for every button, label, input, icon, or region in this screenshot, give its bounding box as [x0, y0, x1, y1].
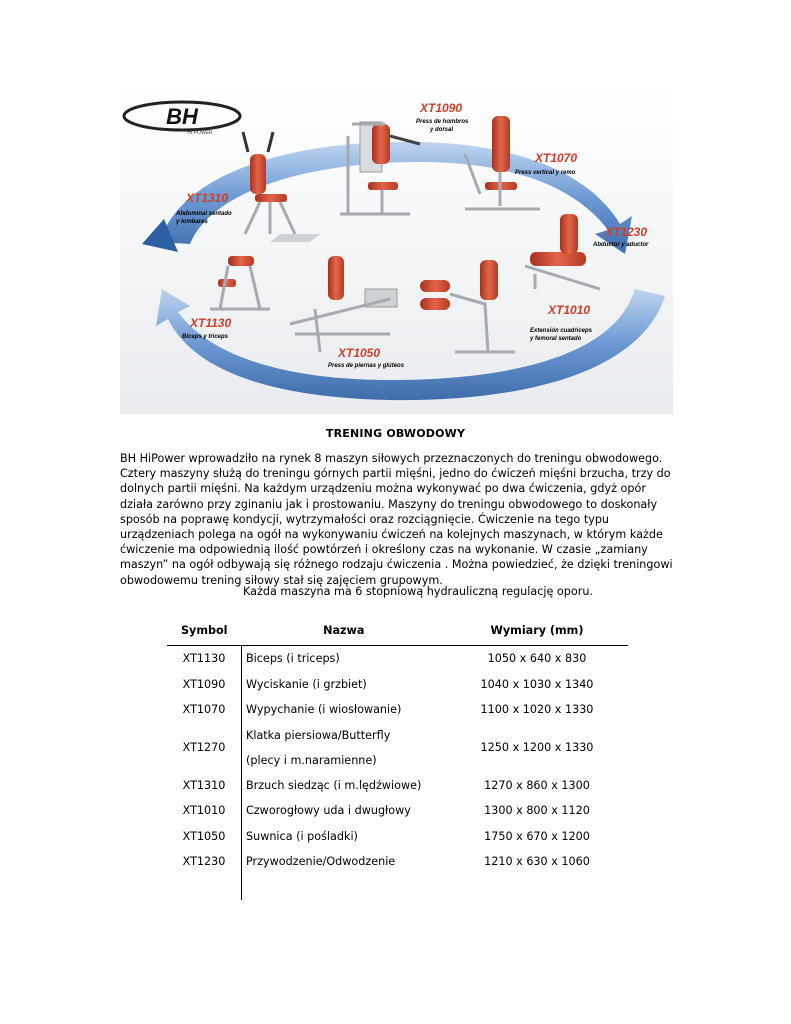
- cell-name: Czworogłowy uda i dwugłowy: [246, 804, 411, 818]
- table-row: [167, 824, 628, 850]
- cell-name: Suwnica (i pośladki): [246, 829, 358, 843]
- table-row: [167, 646, 628, 672]
- machines-table: [167, 615, 628, 900]
- cell-symbol: XT1230: [167, 849, 242, 875]
- svg-text:y dorsal: y dorsal: [430, 127, 454, 133]
- svg-text:y femoral sentado: y femoral sentado: [530, 336, 582, 342]
- cell-dims: 1250 x 1200 x 1330: [480, 741, 594, 754]
- table-row-empty: [167, 875, 628, 901]
- cell-name: Biceps (i triceps): [246, 652, 340, 666]
- cell-name: Przywodzenie/Odwodzenie: [246, 855, 396, 869]
- svg-text:y lombares: y lombares: [176, 219, 208, 225]
- cell-symbol: XT1010: [167, 798, 242, 824]
- svg-text:XT1130: XT1130: [190, 316, 232, 330]
- cell-symbol: XT1310: [167, 773, 242, 799]
- svg-text:Extensión cuadriceps: Extensión cuadriceps: [530, 328, 593, 334]
- table-row: [167, 723, 628, 773]
- header-name: Nazwa: [323, 623, 365, 637]
- resistance-note: Każda maszyna ma 6 stopniową hydrauliczną regulację oporu.: [243, 585, 593, 598]
- label-xt1130: [182, 316, 231, 340]
- svg-text:Press vertical y remo: Press vertical y remo: [515, 170, 576, 176]
- svg-text:BH: BH: [166, 104, 198, 129]
- svg-text:Press de piernas y glúteos: Press de piernas y glúteos: [328, 363, 405, 369]
- cell-dims: 1750 x 670 x 1200: [484, 829, 590, 843]
- cell-name: Wyciskanie (i grzbiet): [246, 677, 367, 691]
- table-row: [167, 697, 628, 723]
- cell-dims: 1300 x 800 x 1120: [484, 804, 590, 818]
- cell-name: Wypychanie (i wiosłowanie): [246, 703, 402, 717]
- cell-name-line1: Klatka piersiowa/Butterfly: [246, 728, 391, 742]
- svg-text:Press de hombros: Press de hombros: [416, 119, 469, 125]
- svg-text:XT1070: XT1070: [535, 151, 578, 165]
- cell-dims: 1270 x 860 x 1300: [484, 778, 590, 792]
- svg-text:Abductor y aductor: Abductor y aductor: [593, 242, 649, 248]
- table-row: [167, 672, 628, 698]
- cell-dims: 1050 x 640 x 830: [487, 652, 587, 666]
- svg-text:XT1230: XT1230: [605, 225, 648, 239]
- svg-text:XT1310: XT1310: [186, 191, 229, 205]
- cell-dims: 1210 x 630 x 1060: [484, 855, 590, 869]
- cell-symbol: XT1270: [167, 723, 242, 773]
- table-row: [167, 849, 628, 875]
- circuit-training-figure: [120, 84, 673, 414]
- cell-name: Brzuch siedząc (i m.lędźwiowe): [246, 778, 422, 792]
- intro-paragraph: BH HiPower wprowadziło na rynek 8 maszyn siłowych przeznaczonych do treningu obwodowego. Cztery maszyny służą do treningu górnych partii mięśni, jedno do ćwiczeń mięśni brzucha, trzy do dolnych partii mięśni. Na każdym urządzeniu można wykonywać po dwa ćwiczenia, gdyż opór działa zarówno przy zginaniu jak i prostowaniu. Maszyny do treningu obwodowego to doskonały sposób na poprawę kondycji, wytrzymałości oraz rozciągnięcie. Ćwiczenie na tego typu urządzeniach polega na ogół na wykonywaniu ćwiczeń na kolejnych maszynach, w którym każde ćwiczenie ma odpowiednią ilość powtórzeń i określony czas na wykonanie. W czasie „zamiany maszyn” na ogół odbywają się różnego rodzaju ćwiczenia . Można powiedzieć, że dzięki treningowi obwodowemu trening siłowy stał się zajęciem grupowym.: [120, 452, 673, 587]
- svg-text:Abdominal sentado: Abdominal sentado: [176, 211, 232, 217]
- header-symbol: Symbol: [180, 623, 228, 637]
- table-header-row: [167, 615, 628, 646]
- svg-text:XT1090: XT1090: [420, 101, 463, 115]
- svg-text:HI POWER: HI POWER: [187, 130, 213, 136]
- cell-symbol: XT1070: [167, 697, 242, 723]
- svg-text:XT1010: XT1010: [548, 303, 591, 317]
- svg-text:Biceps y triceps: Biceps y triceps: [182, 334, 229, 340]
- cell-symbol: XT1130: [167, 646, 242, 672]
- cell-symbol: XT1090: [167, 672, 242, 698]
- svg-text:XT1050: XT1050: [338, 346, 381, 360]
- cell-dims: 1100 x 1020 x 1330: [480, 703, 594, 717]
- document-title: TRENING OBWODOWY: [325, 427, 466, 440]
- cell-symbol: XT1050: [167, 824, 242, 850]
- cell-name-line2: (plecy i m.naramienne): [246, 753, 377, 767]
- header-dims: Wymiary (mm): [490, 623, 584, 637]
- table-row: [167, 773, 628, 799]
- cell-dims: 1040 x 1030 x 1340: [480, 677, 594, 691]
- table-row: [167, 798, 628, 824]
- cell-name: [242, 723, 447, 773]
